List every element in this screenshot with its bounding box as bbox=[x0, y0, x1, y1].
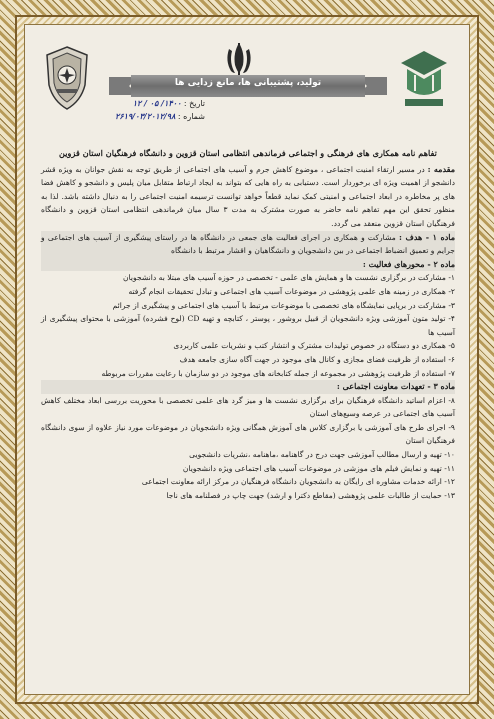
list-item: ۹- اجرای طرح های آموزشی یا برگزاری کلاس های آموزش همگانی ویژه دانشجویان در موضوعات مورد نیاز علاوه از سوی دانشگاه فرهنگیان استان bbox=[41, 422, 455, 446]
list-item: ۱۲- ارائه خدمات مشاوره ای رایگان به دانشجویان دانشگاه فرهنگیان در مرکز ارائه معاونت اجتماعی bbox=[141, 477, 455, 487]
list-item: ۷- استفاده از ظرفیت پژوهشی در مجموعه از جمله کتابخانه های موجود در دو سازمان با رعایت مقررات مربوطه bbox=[101, 368, 455, 378]
list-item: ۱- مشارکت در برگزاری نشست ها و همایش های علمی - تخصصی در حوزه آسیب های مبتلا به دانشجویان bbox=[123, 273, 455, 283]
number-value: ۲۶۱۹/۰۳/۲۰۱۲/۹۸ bbox=[115, 112, 176, 121]
date-label: تاریخ bbox=[189, 99, 205, 108]
article-1-text: مشارکت و همکاری در اجرای فعالیت های جمعی در دانشگاه ها در راستای پیشگیری از آسیب های اجتماعی و جرایم و تعمیق انضباط اجتماعی در بین دانشجویان و دانشگاهیان و اقشار مرتبط با دانشگاه bbox=[41, 232, 455, 256]
list-item: ۸- اعزام اساتید دانشگاه فرهنگیان برای برگزاری نشست ها و میز گرد های علمی تخصصی با محوریت بررسی ابعاد مختلف کاهش آسیب های اجتماعی در عرصه وسیع‌های استان bbox=[41, 395, 455, 419]
intro-heading: مقدمه : bbox=[427, 163, 455, 174]
list-item: ۱۳- حمایت از طالبات علمی پژوهشی (مقاطع دکترا و ارشد) جهت چاپ در فصلنامه های ناجا bbox=[166, 490, 455, 500]
intro-text: در مسیر ارتقاء امنیت اجتماعی ، موضوع کاهش جرم و آسیب های اجتماعی از طریق توجه به نقش جوانان به ویژه قشر دانشجو از اهمیت ویژه ای برخوردار است. دستیابی به راه هایی که بتواند به ایجاد ارتباط متقابل میان پلیس و دانشجو و کاهش فضا های پر مخاطره در ابعاد اجتماعی و امنیتی کمک نماید قطعاً خواهد توانست ترسیمه امنیت اجتماعی را به دنبال داشته باشد. لذا به منظور تحقق این مهم تفاهم نامه حاضر به صورت مشترک به مدت ۳ سال میان فرماندهی انتظامی استان قزوین و دانشگاه فرهنگیان استان قزوین منعقد می گردد. bbox=[41, 164, 455, 228]
list-item: ۲- همکاری در زمینه های علمی پژوهشی در موضوعات آسیب های اجتماعی و تبادل تحقیقات انجام گرفته bbox=[128, 286, 455, 296]
letter-paper bbox=[24, 24, 470, 695]
article-1 bbox=[41, 231, 455, 258]
list-item: ۵- همکاری دو دستگاه در خصوص تولیدات مشترک و انتشار کتب و نشریات علمی کاربردی bbox=[173, 341, 455, 351]
list-item: ۱۱- تهیه و نمایش فیلم های موزشی در موضوعات آسیب های اجتماعی ویژه دانشجویان bbox=[182, 463, 455, 473]
article-2-heading: ماده ۲ - محورهای فعالیت : bbox=[41, 258, 455, 272]
intro-paragraph bbox=[41, 163, 455, 231]
letter-meta bbox=[55, 97, 205, 123]
list-item: ۶- استفاده از ظرفیت فضای مجازی و کانال های موجود در جهت آگاه سازی جامعه هدف bbox=[179, 354, 455, 364]
list-item: ۴- تولید متون آموزشی ویژه دانشجویان از قبیل بروشور ، پوستر ، کتابچه و تهیه CD (لوح فشرده) آموزشی با محتوای پیشگیری از آسیب ها bbox=[41, 314, 455, 337]
agreement-body bbox=[41, 147, 455, 502]
date-value: ۱۴۰۰/ ۰۵ / ۱۲ bbox=[132, 99, 182, 108]
article-3-heading: ماده ۳ - تعهدات معاونت اجتماعی : bbox=[41, 380, 455, 394]
farhangian-university-logo-icon bbox=[397, 49, 451, 111]
number-label: شماره bbox=[183, 112, 205, 121]
document-title: تفاهم نامه همکاری های فرهنگی و اجتماعی فرماندهی انتظامی استان قزوین و دانشگاه فرهنگیان استان قزوین bbox=[59, 148, 437, 158]
list-item: ۱۰- تهیه و ارسال مطالب آموزشی جهت درج در گاهنامه ،ماهنامه ،نشریات دانشجویی bbox=[189, 450, 455, 460]
date-row: تاریخ : ۱۴۰۰/ ۰۵ / ۱۲ bbox=[132, 99, 205, 108]
article-1-heading: ماده ۱ - هدف : bbox=[399, 231, 455, 242]
list-item: ۳- مشارکت در برپایی نمایشگاه های تخصصی با موضوعات مرتبط با آسیب های اجتماعی و پیشگیری از جرائم bbox=[112, 300, 455, 310]
slogan-text: تولید، پشتیبانی ها، مانع زدایی ها bbox=[174, 78, 322, 88]
number-row: شماره : ۲۶۱۹/۰۳/۲۰۱۲/۹۸ bbox=[115, 112, 205, 121]
